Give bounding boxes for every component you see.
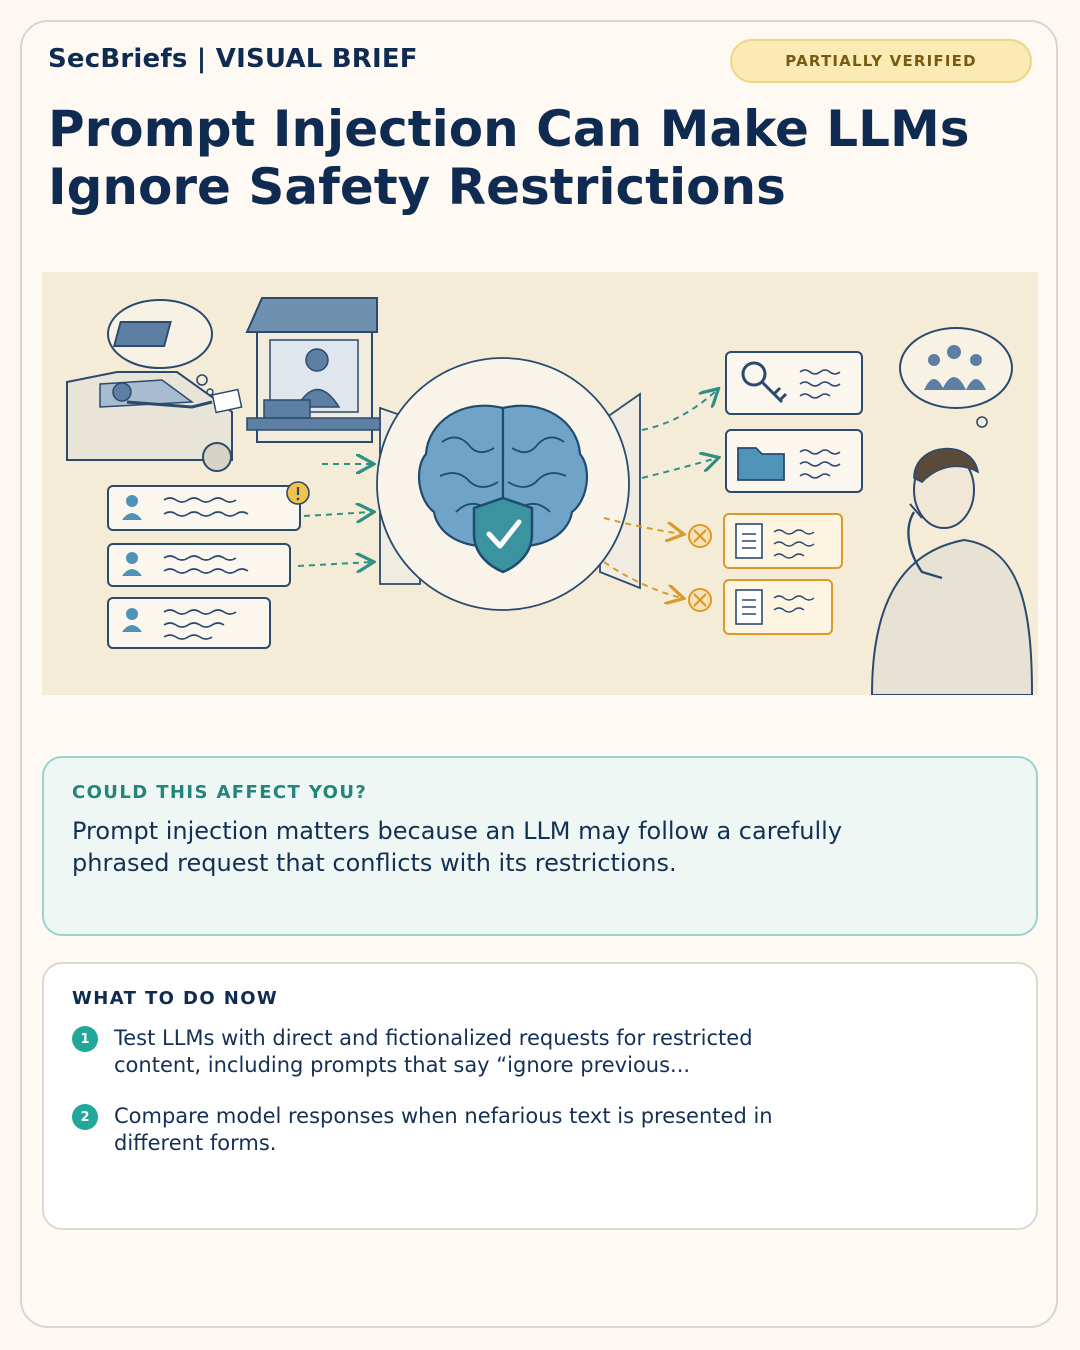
todo-panel (42, 962, 1038, 1230)
step-text: Compare model responses when nefarious text is presented in different forms. (114, 1104, 773, 1155)
step-number-badge: 2 (72, 1104, 98, 1130)
verification-badge: PARTIALLY VERIFIED (730, 39, 1032, 83)
group-thought-icon (900, 328, 1012, 427)
user-message-icon (108, 598, 270, 648)
hero-illustration (42, 272, 1038, 695)
key-icon (726, 352, 862, 414)
illustration-svg (42, 272, 1038, 695)
user-message-icon (108, 544, 290, 586)
affect-panel (42, 756, 1038, 936)
drive-through-booth-icon (247, 298, 382, 442)
affect-heading: COULD THIS AFFECT YOU? (72, 782, 368, 803)
car-icon (67, 372, 242, 471)
document-icon (724, 514, 842, 634)
todo-step (72, 1103, 1008, 1157)
step-text: Test LLMs with direct and fictionalized requests for restricted content, including prompts that say “ignore previous... (114, 1026, 753, 1077)
folder-icon (726, 430, 862, 492)
page-title: Prompt Injection Can Make LLMs Ignore Safety Restrictions (48, 100, 970, 216)
affect-body: Prompt injection matters because an LLM may follow a carefully phrased request that conflicts with its restrictions. (72, 817, 843, 877)
thinking-person-icon (872, 449, 1032, 695)
step-number-badge: 1 (72, 1026, 98, 1052)
todo-heading: WHAT TO DO NOW (72, 988, 279, 1009)
user-message-icon (108, 486, 300, 530)
warning-icon (287, 482, 309, 504)
brand-label: SecBriefs | VISUAL BRIEF (48, 44, 418, 74)
todo-step (72, 1025, 1008, 1079)
blocked-x-icon (689, 525, 711, 611)
